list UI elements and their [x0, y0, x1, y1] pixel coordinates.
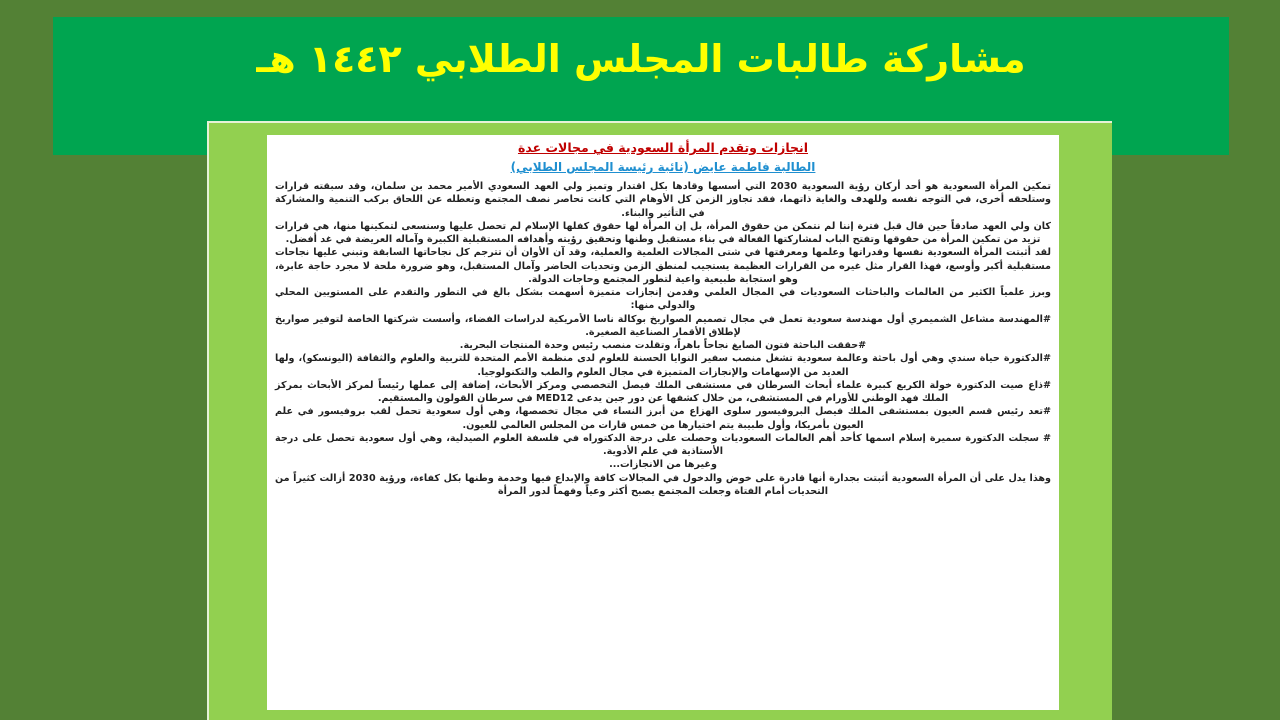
paragraph: وبرز علمياً الكثير من العالمات والباحثات السعوديات في المجال العلمي وقدمن إنجازات متميزة أسهمت بشكل بالغ في التطور والتقدم على المستويين المحلي والدولي منها: — [275, 287, 1051, 312]
paragraph: وغيرها من الانجازات... — [609, 459, 717, 471]
paragraph: #الدكتورة حياة سندي وهي أول باحثة وعالمة سعودية تشغل منصب سفير النوايا الحسنة للعلوم لدى منظمة الأمم المتحدة للتربية والعلوم والثقافة (اليونسكو)، ولها العديد من الإسهامات والإنجازات المتميزة في مجال العلوم والطب والتكنولوجيا. — [275, 353, 1051, 378]
paragraph: #المهندسة مشاعل الشميمري أول مهندسة سعودية تعمل في مجال تصميم الصواريخ بوكالة ناسا الأمريكية لدراسات الفضاء، وأسست شركتها الخاصة لتوفير صواريخ لإطلاق الأقمار الصناعية الصغيرة. — [275, 313, 1051, 338]
paragraph: وهذا يدل على أن المرأة السعودية أثبتت بجدارة أنها قادرة على خوض والدخول في المجالات كافة والإبداع فيها وخدمة وطنها بكل كفاءة، ورؤية 2030 أزالت كثيراً من التحديات أمام الفتاة وجعلت المجتمع يصبح أكثر وعياً وفهماً لدور المرأة — [275, 472, 1051, 497]
paragraph: #تعد رئيس قسم العيون بمستشفى الملك فيصل البروفيسور سلوى الهزاع من أبرز النساء في مجال تخصصها، وهي أول سعودية تحمل لقب بروفيسور في علم العيون بأمريكا، وأول طبيبة يتم اختيارها من خمس قارات من المجلس العالمي للعيون. — [275, 406, 1051, 431]
slide-title: مشاركة طالبات المجلس الطلابي ١٤٤٢ هـ — [256, 37, 1026, 81]
document-subheading: الطالبة فاطمة عايض (نائبة رئيسة المجلس الطلابي) — [510, 160, 816, 174]
paragraph: تمكين المرأة السعودية هو أحد أركان رؤية السعودية 2030 التي أسسها وقادها بكل اقتدار وتميز ولي العهد السعودي الأمير محمد بن سلمان، وقد سبقته قرارات وستلحقه أخرى، في التوجه نفسه وللهدف والغاية ذاتهما، فقد تجاوز الزمن كل الأوهام التي كانت تحاصر نصف المجتمع وتعطله عن اللحاق بركب التنمية والمشاركة في التأثير والبناء. — [275, 181, 1051, 219]
paragraph: لقد أثبتت المرأة السعودية نفسها وقدراتها وعلمها ومعرفتها في شتى المجالات العلمية والعملية، وقد آن الأوان أن تترجم كل نجاحاتها السابقة وتبني عليها نجاحات مستقبلية أكبر وأوسع، فهذا القرار مثل غيره من القرارات العظيمة يستجيب لمنطق الزمن وتحديات الحاضر وآمال المستقبل، وهو ضرورة ملحة لا مجرد حاجة عابرة، وهو استجابة طبيعية واعية لتطور المجتمع وحاجات الدولة. — [275, 247, 1051, 285]
paragraph: #ذاع صيت الدكتورة خولة الكريع كبيرة علماء أبحاث السرطان في مستشفى الملك فيصل التخصصي ومركز الأبحاث، إضافة إلى عملها رئيساً لمركز الأبحاث بمركز الملك فهد الوطني للأورام في المستشفى، من خلال كشفها عن دور جين يدعى MED12 في سرطان القولون والمستقيم. — [275, 379, 1051, 404]
document-frame — [207, 121, 1112, 720]
paragraph: # سجلت الدكتورة سميرة إسلام اسمها كأحد أهم العالمات السعوديات وحصلت على درجة الدكتوراه في فلسفة العلوم الصيدلية، وهي أول سعودية تحصل على درجة الأستاذية في علم الأدوية. — [275, 432, 1051, 457]
document-page — [267, 135, 1059, 710]
paragraph: كان ولي العهد صادقاً حين قال قبل فترة إننا لم نتمكن من حقوق المرأة، بل إن المرأة لها حقوق كفلها الإسلام لم تحصل عليها وسنسعى لتمكينها منها، هي قرارات تزيد من تمكين المرأة من حقوقها وتفتح الباب لمشاركتها الفعالة في بناء مستقبل وطنها وتحقيق رؤيته وأهدافه المستقبلية الكبيرة وآماله العريضة في غد أفضل. — [275, 220, 1051, 245]
paragraph: #حققت الباحثة فتون الصايغ نجاحاً باهراً، وتقلدت منصب رئيس وحدة المنتجات البحرية. — [459, 340, 867, 351]
document-heading: انجازات وتقدم المرأة السعودية في مجالات عدة — [517, 140, 809, 155]
